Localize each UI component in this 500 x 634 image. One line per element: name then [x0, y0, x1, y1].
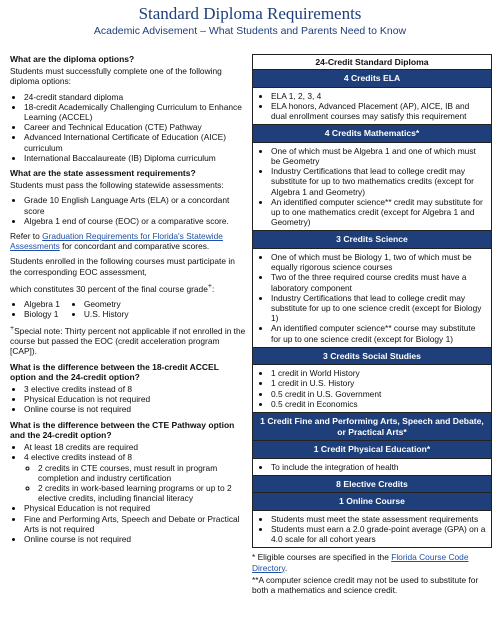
- list-item: • 24-credit standard diploma: [24, 92, 246, 102]
- section-header: 1 Online Course: [253, 493, 491, 511]
- footnotes: [252, 552, 492, 595]
- cte-sublist: [24, 463, 246, 504]
- assessment-list: [10, 195, 246, 226]
- list-item: • 3 elective credits instead of 8: [24, 384, 246, 394]
- superscript: +: [10, 325, 15, 333]
- table-title: 24-Credit Standard Diploma: [253, 55, 491, 70]
- list-item: • ELA honors, Advanced Placement (AP), AICE, IB and dual enrollment courses may satisfy this requirement: [271, 101, 487, 121]
- section-list: [255, 368, 487, 409]
- list-item: • Career and Technical Education (CTE) Pathway: [24, 122, 246, 132]
- list-item: • An identified computer science** course may substitute for up to one science credit (except for Biology 1): [271, 323, 487, 343]
- section-list: [255, 462, 487, 472]
- list-item: • An identified computer science** credit may substitute for up to one mathematics credit (except for Algebra 1 and Geometry): [271, 197, 487, 228]
- refer-suffix: for concordant and comparative scores.: [59, 241, 210, 252]
- list-item: • One of which must be Algebra 1 and one of which must be Geometry: [271, 146, 487, 166]
- section-list: [255, 252, 487, 344]
- section-list: [255, 514, 487, 545]
- section-list: [255, 91, 487, 122]
- course-code-directory-link[interactable]: Florida Course Code Directory: [252, 552, 469, 573]
- section-header: 3 Credits Social Studies: [253, 348, 491, 366]
- right-column: [252, 54, 492, 597]
- question-assessments: What are the state assessment requirements?: [10, 168, 196, 179]
- section-body: [253, 143, 491, 232]
- sub-list-item: ◦ 2 credits in CTE courses, must result in program completion and industry certification: [38, 463, 246, 483]
- footnote-text: .: [284, 562, 288, 573]
- paragraph: Students enrolled in the following courses must participate in the corresponding EOC assessment,: [10, 256, 235, 277]
- page-title: Standard Diploma Requirements: [138, 4, 362, 23]
- list-item: • Industry Certifications that lead to college credit may substitute for up to two mathematics credits (except for Algebra 1 and Geometry): [271, 166, 487, 197]
- requirements-table: [252, 54, 492, 548]
- list-item: • 18-credit Academically Challenging Curriculum to Enhance Learning (ACCEL): [24, 102, 246, 122]
- section-header: 1 Credit Physical Education*: [253, 441, 491, 459]
- question-cte: What is the difference between the CTE Pathway option and the 24-credit option?: [10, 419, 235, 440]
- list-item-text: 4 elective credits instead of 8: [24, 452, 133, 463]
- header: [0, 0, 500, 38]
- section-body: [253, 249, 491, 348]
- list-item: • 0.5 credit in U.S. Government: [271, 389, 487, 399]
- section-body: [253, 459, 491, 476]
- list-item: • Physical Education is not required: [24, 503, 246, 513]
- eoc-list-col2: [70, 299, 129, 319]
- footnote-1: [252, 552, 492, 572]
- paragraph: Students must successfully complete one of the following diploma options:: [10, 66, 222, 87]
- graduation-requirements-link[interactable]: Graduation Requirements for Florida's Statewide Assessments: [10, 231, 223, 252]
- question-diploma-options: What are the diploma options?: [10, 54, 135, 64]
- section-header: 3 Credits Science: [253, 231, 491, 249]
- diploma-options-list: [10, 92, 246, 163]
- section-body: [253, 511, 491, 548]
- eoc-courses: [10, 299, 246, 319]
- list-item: • Geometry: [84, 299, 129, 309]
- list-item: • Algebra 1 end of course (EOC) or a comparative score.: [24, 216, 246, 226]
- list-item: • Online course is not required: [24, 534, 246, 544]
- refer-prefix: Refer to: [10, 231, 43, 242]
- superscript: +: [207, 282, 212, 290]
- list-item: • Advanced International Certificate of Education (AICE) curriculum: [24, 132, 246, 152]
- list-item: • ELA 1, 2, 3, 4: [271, 91, 487, 101]
- list-item: • U.S. History: [84, 309, 129, 319]
- page-subtitle: Academic Advisement – What Students and Parents Need to Know: [93, 25, 407, 37]
- question-accel: What is the difference between the 18-credit ACCEL option and the 24-credit option?: [10, 361, 219, 382]
- accel-list: [10, 384, 246, 415]
- paragraph: Students must pass the following statewide assessments:: [10, 180, 224, 191]
- list-item: • Grade 10 English Language Arts (ELA) or a concordant score: [24, 195, 246, 215]
- list-item: • To include the integration of health: [271, 462, 487, 472]
- list-item: • 0.5 credit in Economics: [271, 399, 487, 409]
- list-item: [24, 452, 246, 503]
- list-item: • 1 credit in U.S. History: [271, 378, 487, 388]
- eoc-list-col1: [10, 299, 60, 319]
- paragraph: which constitutes 30 percent of the final course grade+:: [10, 282, 215, 294]
- refer-paragraph: [10, 231, 246, 251]
- footnote-text: * Eligible courses are specified in the: [252, 552, 392, 563]
- eoc-text: which constitutes 30 percent of the final course grade: [10, 283, 208, 294]
- list-item: • Online course is not required: [24, 404, 246, 414]
- special-note: [10, 324, 246, 356]
- section-body: [253, 365, 491, 413]
- section-header: 4 Credits ELA: [253, 70, 491, 88]
- list-item: • International Baccalaureate (IB) Diploma curriculum: [24, 153, 246, 163]
- list-item: • Industry Certifications that lead to college credit may substitute for up to one science credit (except for Biology 1): [271, 293, 487, 324]
- list-item: • Students must meet the state assessment requirements: [271, 514, 487, 524]
- special-note-text: Special note: Thirty percent not applicable if not enrolled in the course but passed the EOC (credit acceleration program [CAP]).: [10, 326, 246, 357]
- section-list: [255, 146, 487, 228]
- section-header: 4 Credits Mathematics*: [253, 125, 491, 143]
- footnote-2: **A computer science credit may not be used to substitute for both a mathematics and science credit.: [252, 574, 479, 595]
- list-item: • Biology 1: [24, 309, 60, 319]
- list-item: • At least 18 credits are required: [24, 442, 246, 452]
- list-item: • Students must earn a 2.0 grade-point average (GPA) on a 4.0 scale for all cohort years: [271, 524, 487, 544]
- list-item: • Physical Education is not required: [24, 394, 246, 404]
- list-item: • 1 credit in World History: [271, 368, 487, 378]
- section-header: 1 Credit Fine and Performing Arts, Speech and Debate, or Practical Arts*: [253, 413, 491, 441]
- list-item: • Algebra 1: [24, 299, 60, 309]
- section-body: [253, 88, 491, 126]
- cte-list: [10, 442, 246, 544]
- section-header: 8 Elective Credits: [253, 476, 491, 494]
- left-column: [10, 54, 246, 549]
- list-item: • One of which must be Biology 1, two of which must be equally rigorous science courses: [271, 252, 487, 272]
- list-item: • Two of the three required course credits must have a laboratory component: [271, 272, 487, 292]
- sub-list-item: ◦ 2 credits in work-based learning programs or up to 2 elective credits, including financial literacy: [38, 483, 246, 503]
- list-item: • Fine and Performing Arts, Speech and Debate or Practical Arts is not required: [24, 514, 246, 534]
